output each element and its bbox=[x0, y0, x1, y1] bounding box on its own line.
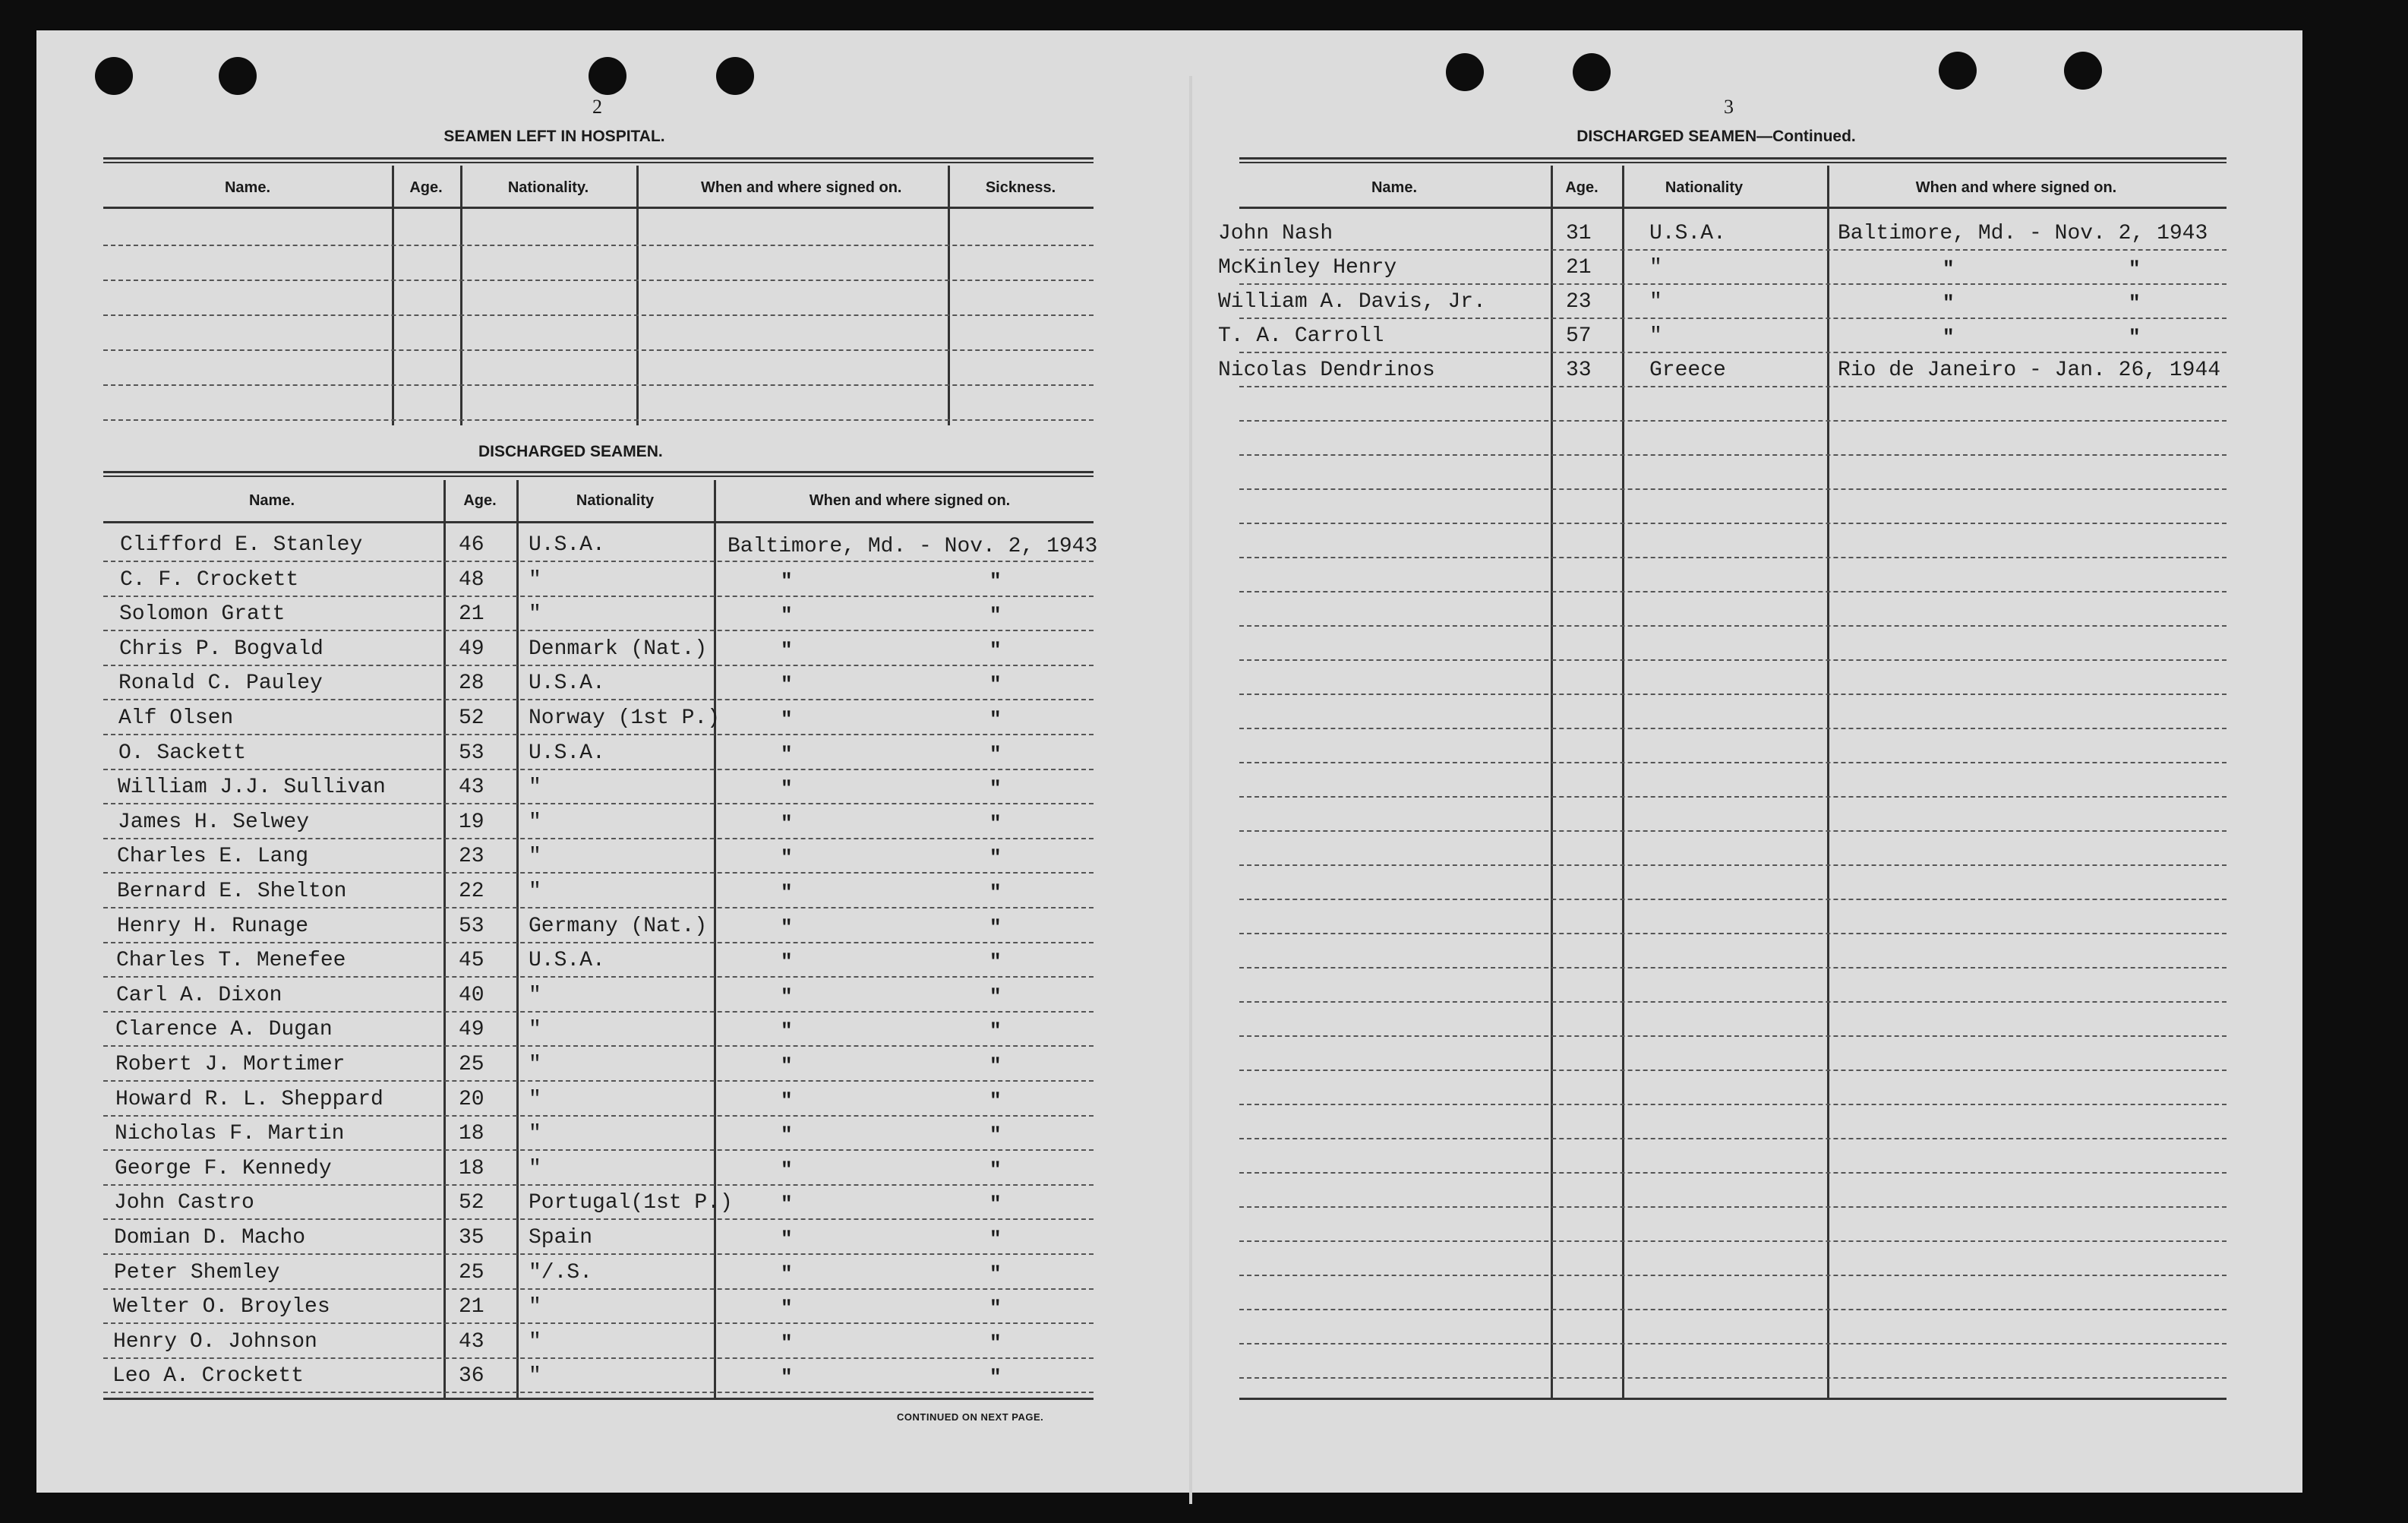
row-line bbox=[103, 280, 1094, 281]
seaman-age: 53 bbox=[459, 914, 484, 938]
seaman-age: 21 bbox=[1566, 256, 1592, 280]
seaman-name: Nicolas Dendrinos bbox=[1218, 359, 1435, 382]
punch-hole bbox=[1446, 53, 1484, 91]
seaman-nationality: " bbox=[529, 1018, 541, 1042]
seaman-nationality: " bbox=[529, 602, 541, 627]
seaman-age: 49 bbox=[459, 1018, 484, 1042]
row-line bbox=[1239, 1070, 2227, 1071]
row-line bbox=[1239, 352, 2227, 353]
seaman-age: 35 bbox=[459, 1226, 484, 1250]
seaman-name: Ronald C. Pauley bbox=[118, 671, 323, 696]
seaman-name: Henry O. Johnson bbox=[113, 1329, 317, 1354]
ditto-mark: " bbox=[781, 1054, 793, 1077]
ditto-mark: " bbox=[989, 1019, 1002, 1043]
seaman-nationality: " bbox=[529, 1295, 541, 1319]
ditto-mark: " bbox=[989, 984, 1002, 1008]
row-line bbox=[103, 314, 1094, 316]
seaman-nationality: U.S.A. bbox=[529, 949, 605, 973]
seaman-age: 18 bbox=[459, 1122, 484, 1146]
row-line bbox=[1239, 1309, 2227, 1310]
row-line bbox=[103, 976, 1094, 978]
page-number: 2 bbox=[592, 96, 602, 118]
column-divider bbox=[714, 480, 716, 1398]
seaman-name: Nicholas F. Martin bbox=[115, 1122, 345, 1146]
column-header: Age. bbox=[1565, 179, 1598, 196]
row-line bbox=[1239, 1275, 2227, 1276]
section-rule bbox=[103, 157, 1094, 163]
punch-hole bbox=[589, 57, 626, 95]
column-divider bbox=[1827, 166, 1829, 1398]
row-line bbox=[103, 1392, 1094, 1393]
seaman-nationality: " bbox=[1649, 290, 1662, 314]
row-line bbox=[1239, 1172, 2227, 1174]
seaman-age: 33 bbox=[1566, 359, 1592, 382]
row-line bbox=[103, 942, 1094, 943]
ditto-mark: " bbox=[989, 1228, 1002, 1250]
column-header: When and where signed on. bbox=[1915, 179, 2117, 196]
page-fold bbox=[1189, 76, 1192, 1504]
column-divider bbox=[1622, 166, 1624, 1398]
ditto-mark: " bbox=[781, 1193, 793, 1216]
table-bottom-rule bbox=[1239, 1398, 2227, 1400]
ditto-mark: " bbox=[1942, 258, 1955, 280]
continued-note: CONTINUED ON NEXT PAGE. bbox=[897, 1411, 1044, 1423]
seaman-age: 25 bbox=[459, 1053, 484, 1076]
seaman-age: 52 bbox=[459, 1191, 484, 1215]
column-divider bbox=[392, 166, 394, 425]
seaman-age: 22 bbox=[459, 880, 484, 903]
row-line bbox=[1239, 1138, 2227, 1139]
seaman-nationality: Germany (Nat.) bbox=[529, 914, 708, 938]
section-rule bbox=[103, 471, 1094, 477]
row-line bbox=[1239, 625, 2227, 627]
seaman-name: James H. Selwey bbox=[118, 810, 310, 834]
seaman-age: 40 bbox=[459, 983, 484, 1007]
punch-hole bbox=[716, 57, 754, 95]
row-line bbox=[103, 384, 1094, 386]
seaman-age: 45 bbox=[459, 949, 484, 973]
row-line bbox=[1239, 249, 2227, 251]
column-divider bbox=[443, 480, 446, 1398]
seaman-nationality: " bbox=[529, 810, 541, 834]
row-line bbox=[103, 1011, 1094, 1013]
seaman-age: 36 bbox=[459, 1364, 484, 1389]
seaman-name: C. F. Crockett bbox=[120, 567, 299, 592]
seaman-nationality: U.S.A. bbox=[1649, 222, 1726, 245]
seaman-name: Leo A. Crockett bbox=[112, 1364, 305, 1389]
seaman-name: Bernard E. Shelton bbox=[117, 880, 347, 903]
row-line bbox=[103, 561, 1094, 562]
ditto-mark: " bbox=[781, 673, 793, 697]
row-line bbox=[1239, 830, 2227, 832]
seaman-age: 20 bbox=[459, 1087, 484, 1111]
ditto-mark: " bbox=[781, 1331, 793, 1354]
row-line bbox=[1239, 899, 2227, 900]
ditto-mark: " bbox=[989, 673, 1002, 697]
seaman-nationality: "/.S. bbox=[529, 1260, 593, 1284]
seaman-name: McKinley Henry bbox=[1218, 256, 1397, 280]
row-line bbox=[1239, 454, 2227, 456]
seaman-name: Henry H. Runage bbox=[117, 914, 309, 938]
ditto-mark: " bbox=[2129, 326, 2141, 349]
row-line bbox=[1239, 694, 2227, 695]
seaman-name: William J.J. Sullivan bbox=[118, 776, 386, 800]
ditto-mark: " bbox=[989, 638, 1002, 662]
column-divider bbox=[460, 166, 462, 425]
table-bottom-rule bbox=[103, 1398, 1094, 1400]
ditto-mark: " bbox=[781, 950, 793, 974]
ditto-mark: " bbox=[2129, 292, 2141, 314]
seaman-nationality: U.S.A. bbox=[529, 741, 605, 765]
ditto-mark: " bbox=[781, 1019, 793, 1043]
ditto-mark: " bbox=[989, 777, 1002, 801]
seaman-nationality: Norway (1st P.) bbox=[529, 706, 721, 730]
seaman-name: Alf Olsen bbox=[118, 706, 234, 730]
seaman-age: 21 bbox=[459, 602, 484, 627]
seaman-nationality: Greece bbox=[1649, 359, 1726, 382]
ditto-mark: " bbox=[781, 1228, 793, 1250]
seaman-name: T. A. Carroll bbox=[1218, 324, 1384, 348]
ditto-mark: " bbox=[989, 1054, 1002, 1077]
ditto-mark: " bbox=[989, 915, 1002, 939]
row-line bbox=[1239, 1206, 2227, 1208]
row-line bbox=[1239, 523, 2227, 524]
seaman-age: 23 bbox=[459, 845, 484, 869]
ditto-mark: " bbox=[781, 604, 793, 627]
ditto-mark: " bbox=[989, 742, 1002, 766]
ditto-mark: " bbox=[989, 1297, 1002, 1320]
row-line bbox=[103, 1149, 1094, 1151]
seaman-name: George F. Kennedy bbox=[115, 1156, 332, 1180]
seaman-age: 19 bbox=[459, 810, 484, 834]
row-line bbox=[103, 769, 1094, 770]
row-line bbox=[103, 596, 1094, 597]
row-line bbox=[1239, 933, 2227, 934]
seaman-name: Howard R. L. Sheppard bbox=[115, 1087, 383, 1111]
seaman-nationality: " bbox=[529, 567, 541, 592]
signed-on: Rio de Janeiro - Jan. 26, 1944 bbox=[1838, 359, 2221, 382]
column-header: Nationality bbox=[576, 492, 655, 509]
signed-on: Baltimore, Md. - Nov. 2, 1943 bbox=[1838, 222, 2208, 245]
page-number: 3 bbox=[1724, 96, 1734, 118]
punch-hole bbox=[219, 57, 257, 95]
ditto-mark: " bbox=[781, 915, 793, 939]
seaman-nationality: Portugal(1st P.) bbox=[529, 1191, 733, 1215]
ditto-mark: " bbox=[781, 1089, 793, 1112]
row-line bbox=[1239, 1001, 2227, 1003]
row-line bbox=[1239, 283, 2227, 285]
row-line bbox=[1239, 318, 2227, 319]
seaman-name: Robert J. Mortimer bbox=[115, 1053, 346, 1076]
column-divider bbox=[948, 166, 950, 425]
row-line bbox=[1239, 1035, 2227, 1037]
section-rule bbox=[1239, 157, 2227, 163]
row-line bbox=[103, 699, 1094, 700]
seaman-age: 21 bbox=[459, 1295, 484, 1319]
row-line bbox=[103, 1288, 1094, 1290]
row-line bbox=[1239, 1104, 2227, 1105]
ditto-mark: " bbox=[781, 708, 793, 731]
seaman-nationality: U.S.A. bbox=[529, 671, 605, 696]
seaman-name: William A. Davis, Jr. bbox=[1218, 290, 1486, 314]
seaman-name: Chris P. Bogvald bbox=[119, 637, 323, 661]
seaman-age: 57 bbox=[1566, 324, 1592, 348]
seaman-name: Solomon Gratt bbox=[119, 602, 286, 627]
row-line bbox=[1239, 1377, 2227, 1379]
row-line bbox=[1239, 728, 2227, 729]
ditto-mark: " bbox=[781, 569, 793, 592]
seaman-name: Charles E. Lang bbox=[117, 845, 309, 869]
column-header: Sickness. bbox=[985, 179, 1056, 196]
row-line bbox=[103, 1045, 1094, 1047]
row-line bbox=[1239, 488, 2227, 490]
ditto-mark: " bbox=[1942, 292, 1955, 314]
punch-hole bbox=[2064, 52, 2102, 90]
column-header: Nationality bbox=[1665, 179, 1744, 196]
seaman-nationality: " bbox=[529, 1156, 541, 1180]
seaman-age: 53 bbox=[459, 741, 484, 765]
seaman-nationality: " bbox=[529, 1364, 541, 1389]
signed-on: Baltimore, Md. - Nov. 2, 1943 bbox=[727, 535, 1098, 558]
row-line bbox=[1239, 557, 2227, 558]
discharged-section-title: DISCHARGED SEAMEN. bbox=[478, 443, 663, 460]
document-sheet bbox=[36, 30, 2302, 1493]
ditto-mark: " bbox=[989, 846, 1002, 870]
ditto-mark: " bbox=[989, 1262, 1002, 1285]
row-line bbox=[103, 1357, 1094, 1359]
row-line bbox=[1239, 1240, 2227, 1242]
row-line bbox=[103, 1253, 1094, 1255]
column-divider bbox=[636, 166, 639, 425]
row-line bbox=[103, 1322, 1094, 1324]
ditto-mark: " bbox=[989, 1123, 1002, 1147]
seaman-name: Charles T. Menefee bbox=[116, 949, 346, 973]
column-divider bbox=[1551, 166, 1553, 1398]
row-line bbox=[1239, 659, 2227, 661]
seaman-age: 43 bbox=[459, 1329, 484, 1354]
column-header: Name. bbox=[248, 492, 295, 509]
hospital-section-title: SEAMEN LEFT IN HOSPITAL. bbox=[443, 128, 665, 145]
seaman-name: John Nash bbox=[1218, 222, 1333, 245]
ditto-mark: " bbox=[989, 1366, 1002, 1389]
punch-hole bbox=[95, 57, 133, 95]
ditto-mark: " bbox=[2129, 258, 2141, 280]
seaman-nationality: " bbox=[529, 1329, 541, 1354]
seaman-nationality: " bbox=[529, 1087, 541, 1111]
row-line bbox=[103, 245, 1094, 246]
ditto-mark: " bbox=[781, 846, 793, 870]
seaman-nationality: Spain bbox=[529, 1226, 593, 1250]
row-line bbox=[103, 630, 1094, 631]
punch-hole bbox=[1573, 53, 1611, 91]
row-line bbox=[103, 838, 1094, 839]
column-divider bbox=[516, 480, 519, 1398]
seaman-nationality: " bbox=[529, 1122, 541, 1146]
ditto-mark: " bbox=[989, 1193, 1002, 1216]
header-rule bbox=[1239, 207, 2227, 209]
row-line bbox=[1239, 864, 2227, 866]
ditto-mark: " bbox=[781, 984, 793, 1008]
seaman-age: 46 bbox=[459, 533, 484, 557]
row-line bbox=[103, 1184, 1094, 1186]
seaman-nationality: " bbox=[529, 1053, 541, 1076]
ditto-mark: " bbox=[989, 1089, 1002, 1112]
column-header: When and where signed on. bbox=[809, 492, 1011, 509]
ditto-mark: " bbox=[1942, 326, 1955, 349]
seaman-name: Clarence A. Dugan bbox=[115, 1018, 333, 1042]
seaman-name: Carl A. Dixon bbox=[116, 983, 282, 1007]
seaman-age: 49 bbox=[459, 637, 484, 661]
row-line bbox=[1239, 762, 2227, 763]
seaman-nationality: " bbox=[529, 845, 541, 869]
ditto-mark: " bbox=[781, 638, 793, 662]
column-header: Age. bbox=[463, 492, 497, 509]
row-line bbox=[103, 349, 1094, 351]
row-line bbox=[1239, 796, 2227, 798]
row-line bbox=[1239, 386, 2227, 387]
ditto-mark: " bbox=[781, 811, 793, 835]
row-line bbox=[103, 734, 1094, 735]
ditto-mark: " bbox=[781, 742, 793, 766]
seaman-age: 23 bbox=[1566, 290, 1592, 314]
seaman-nationality: " bbox=[529, 983, 541, 1007]
ditto-mark: " bbox=[781, 777, 793, 801]
column-header: Age. bbox=[409, 179, 443, 196]
seaman-age: 25 bbox=[459, 1260, 484, 1284]
seaman-nationality: Denmark (Nat.) bbox=[529, 637, 708, 661]
column-header: Nationality. bbox=[507, 179, 589, 196]
seaman-nationality: U.S.A. bbox=[529, 533, 605, 557]
header-rule bbox=[103, 521, 1094, 523]
row-line bbox=[103, 907, 1094, 908]
column-header: Name. bbox=[224, 179, 271, 196]
row-line bbox=[1239, 420, 2227, 422]
row-line bbox=[103, 665, 1094, 666]
column-header: Name. bbox=[1371, 179, 1418, 196]
ditto-mark: " bbox=[989, 881, 1002, 904]
ditto-mark: " bbox=[989, 950, 1002, 974]
ditto-mark: " bbox=[781, 1366, 793, 1389]
column-header: When and where signed on. bbox=[701, 179, 902, 196]
ditto-mark: " bbox=[781, 1262, 793, 1285]
punch-hole bbox=[1939, 52, 1977, 90]
row-line bbox=[103, 419, 1094, 421]
seaman-age: 28 bbox=[459, 671, 484, 696]
ditto-mark: " bbox=[781, 881, 793, 904]
ditto-mark: " bbox=[989, 708, 1002, 731]
seaman-age: 31 bbox=[1566, 222, 1592, 245]
row-line bbox=[103, 1080, 1094, 1082]
seaman-age: 48 bbox=[459, 567, 484, 592]
seaman-name: Peter Shemley bbox=[114, 1260, 280, 1284]
seaman-nationality: " bbox=[529, 776, 541, 800]
row-line bbox=[103, 1218, 1094, 1220]
seaman-name: Welter O. Broyles bbox=[113, 1295, 330, 1319]
seaman-age: 43 bbox=[459, 776, 484, 800]
seaman-age: 18 bbox=[459, 1156, 484, 1180]
ditto-mark: " bbox=[989, 1158, 1002, 1181]
row-line bbox=[103, 803, 1094, 804]
ditto-mark: " bbox=[989, 569, 1002, 592]
ditto-mark: " bbox=[781, 1297, 793, 1320]
row-line bbox=[1239, 591, 2227, 592]
header-rule bbox=[103, 207, 1094, 209]
seaman-name: Clifford E. Stanley bbox=[120, 533, 363, 557]
seaman-name: John Castro bbox=[114, 1191, 254, 1215]
seaman-nationality: " bbox=[529, 880, 541, 903]
ditto-mark: " bbox=[989, 811, 1002, 835]
row-line bbox=[1239, 1343, 2227, 1344]
seaman-name: Domian D. Macho bbox=[114, 1226, 306, 1250]
row-line bbox=[103, 1115, 1094, 1117]
ditto-mark: " bbox=[989, 1331, 1002, 1354]
ditto-mark: " bbox=[781, 1123, 793, 1147]
seaman-age: 52 bbox=[459, 706, 484, 730]
ditto-mark: " bbox=[989, 604, 1002, 627]
continued-section-title: DISCHARGED SEAMEN—Continued. bbox=[1576, 128, 1856, 145]
seaman-name: O. Sackett bbox=[118, 741, 247, 765]
row-line bbox=[1239, 967, 2227, 968]
seaman-nationality: " bbox=[1649, 256, 1662, 280]
seaman-nationality: " bbox=[1649, 324, 1662, 348]
ditto-mark: " bbox=[781, 1158, 793, 1181]
row-line bbox=[103, 872, 1094, 874]
